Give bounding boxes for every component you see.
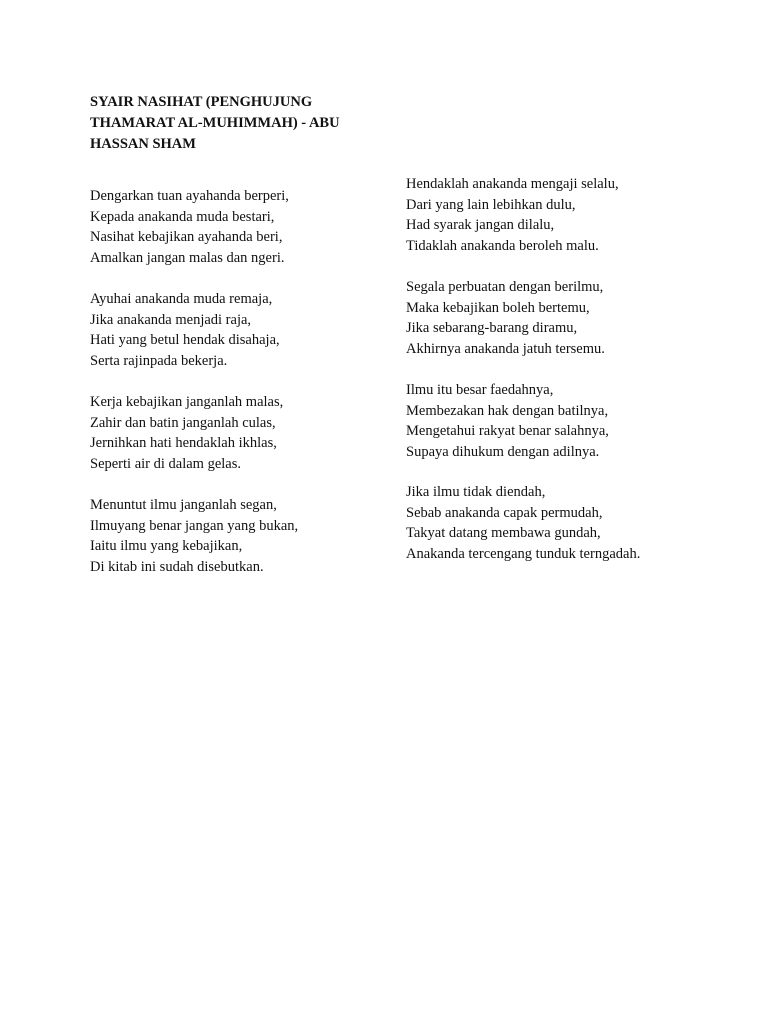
verse-line: Had syarak jangan dilalu, [406, 217, 555, 234]
verse-line: Membezakan hak dengan batilnya, [406, 402, 609, 419]
verse-line: Serta rajinpada bekerja. [90, 353, 228, 370]
verse-line: Ilmuyang benar jangan yang bukan, [90, 517, 299, 534]
stanza [406, 277, 605, 360]
verse-line: Akhirnya anakanda jatuh tersemu. [406, 341, 605, 358]
verse-line: Hati yang betul hendak disahaja, [90, 332, 280, 349]
verse-line: Kepada anakanda muda bestari, [90, 208, 275, 225]
verse-line: Hendaklah anakanda mengaji selalu, [406, 176, 619, 192]
verse-line: Ayuhai anakanda muda remaja, [90, 291, 273, 307]
verse-line: Iaitu ilmu yang kebajikan, [90, 538, 243, 555]
title-line: SYAIR NASIHAT (PENGHUJUNG [90, 94, 313, 110]
stanza [90, 392, 283, 475]
verse-line: Ilmu itu besar faedahnya, [406, 382, 554, 398]
verse-line: Sebab anakanda capak permudah, [406, 504, 603, 521]
verse-line: Jika sebarang-barang diramu, [406, 320, 578, 337]
title-line: THAMARAT AL-MUHIMMAH) - ABU [90, 115, 340, 131]
stanza [90, 186, 289, 269]
verse-line: Amalkan jangan malas dan ngeri. [90, 250, 285, 267]
verse-line: Kerja kebajikan janganlah malas, [90, 394, 284, 410]
verse-line: Jika ilmu tidak diendah, [406, 484, 546, 500]
verse-line: Maka kebajikan boleh bertemu, [406, 299, 590, 316]
page-title [90, 92, 360, 155]
verse-line: Takyat datang membawa gundah, [406, 525, 601, 542]
verse-line: Dari yang lain lebihkan dulu, [406, 196, 576, 213]
stanza [406, 380, 609, 463]
stanza [90, 289, 280, 372]
verse-line: Seperti air di dalam gelas. [90, 456, 241, 473]
verse-line: Anakanda tercengang tunduk terngadah. [406, 546, 641, 563]
verse-line: Supaya dihukum dengan adilnya. [406, 444, 600, 461]
verse-line: Jernihkan hati hendaklah ikhlas, [90, 435, 277, 452]
verse-line: Mengetahui rakyat benar salahnya, [406, 423, 609, 440]
title-line: HASSAN SHAM [90, 136, 196, 152]
stanza [406, 482, 640, 565]
verse-line: Menuntut ilmu janganlah segan, [90, 497, 277, 513]
verse-line: Zahir dan batin janganlah culas, [90, 414, 276, 431]
verse-line: Nasihat kebajikan ayahanda beri, [90, 229, 283, 246]
verse-line: Di kitab ini sudah disebutkan. [90, 559, 264, 576]
verse-line: Dengarkan tuan ayahanda berperi, [90, 188, 289, 204]
verse-line: Segala perbuatan dengan berilmu, [406, 279, 604, 295]
verse-line: Tidaklah anakanda beroleh malu. [406, 238, 599, 255]
stanza [90, 495, 298, 578]
stanza [406, 174, 619, 257]
verse-line: Jika anakanda menjadi raja, [90, 311, 252, 328]
